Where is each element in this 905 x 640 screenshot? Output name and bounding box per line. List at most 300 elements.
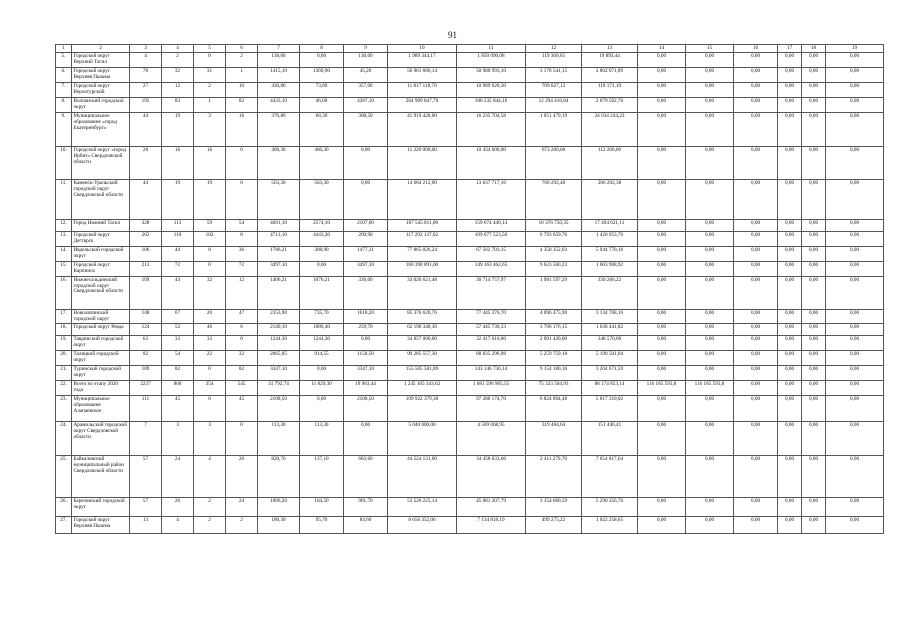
- row-number: 5.: [56, 52, 72, 67]
- table-cell: 820,70: [258, 456, 300, 498]
- table-cell: 113,30: [258, 422, 300, 456]
- row-number: 25.: [56, 456, 72, 498]
- table-cell: 1880,40: [300, 324, 344, 336]
- table-cell: 24: [162, 456, 194, 498]
- column-number: 1: [56, 45, 72, 53]
- table-cell: 0,00: [778, 324, 802, 336]
- table-cell: 5 259 759,18: [526, 351, 582, 366]
- row-number: 26.: [56, 498, 72, 517]
- table-cell: 16: [162, 146, 194, 179]
- table-cell: 1: [194, 97, 226, 112]
- table-cell: 0,00: [802, 82, 826, 97]
- table-cell: 12 294 410,84: [526, 97, 582, 112]
- table-row: [56, 351, 884, 366]
- table-cell: 0,00: [686, 336, 734, 351]
- row-number: 23.: [56, 396, 72, 422]
- table-cell: 19: [194, 179, 226, 219]
- table-cell: 0,00: [778, 309, 802, 324]
- table-cell: 0,00: [778, 52, 802, 67]
- table-cell: 0,00: [344, 179, 388, 219]
- table-cell: 0,00: [826, 231, 884, 246]
- table-cell: 800: [162, 381, 194, 396]
- table-cell: 0,00: [778, 67, 802, 82]
- table-cell: 2: [226, 517, 258, 534]
- table-cell: 67: [162, 309, 194, 324]
- table-cell: 2 802 071,89: [582, 67, 638, 82]
- table-row: [56, 381, 884, 396]
- row-number: 13.: [56, 231, 72, 246]
- table-cell: 14 664 212,00: [388, 179, 457, 219]
- table-cell: 30 714 757,97: [457, 276, 526, 309]
- column-number: 13: [582, 45, 638, 53]
- table-cell: 0,00: [638, 219, 686, 231]
- table-cell: 0,00: [734, 246, 778, 261]
- table-cell: 82: [226, 366, 258, 381]
- table-row: [56, 517, 884, 534]
- table-cell: 0,00: [826, 422, 884, 456]
- table-cell: 5 817 310,02: [582, 396, 638, 422]
- table-cell: 187 545 811,00: [388, 219, 457, 231]
- table-cell: 109 922 379,30: [388, 396, 457, 422]
- municipality-name: Талицкий городской округ: [72, 351, 130, 366]
- table-cell: 709 027,12: [526, 82, 582, 97]
- table-cell: 3347,10: [344, 366, 388, 381]
- table-cell: 57: [130, 498, 162, 517]
- municipality-name: Город Нижний Тагил: [72, 219, 130, 231]
- row-number: 18.: [56, 324, 72, 336]
- table-cell: 130,00: [344, 52, 388, 67]
- table-cell: 0,00: [686, 219, 734, 231]
- table-cell: 0,00: [638, 456, 686, 498]
- column-number: 15: [686, 45, 734, 53]
- table-cell: 82: [162, 366, 194, 381]
- table-cell: 67 562 703,15: [457, 246, 526, 261]
- table-cell: 73,89: [300, 82, 344, 97]
- municipality-name: Ивдельский городской округ: [72, 246, 130, 261]
- column-number: 6: [226, 45, 258, 53]
- table-cell: 0,00: [686, 517, 734, 534]
- table-cell: 46: [194, 324, 226, 336]
- table-cell: 0,00: [638, 517, 686, 534]
- table-cell: 62 190 348,30: [388, 324, 457, 336]
- table-cell: 116 185 593,8: [638, 381, 686, 396]
- table-cell: 1 051 479,19: [526, 112, 582, 146]
- table-row: [56, 231, 884, 246]
- table-cell: 77 445 376,70: [457, 309, 526, 324]
- table-cell: 113: [162, 219, 194, 231]
- table-cell: 72: [162, 261, 194, 276]
- table-cell: 0,00: [638, 336, 686, 351]
- table-cell: 3 178 541,15: [526, 67, 582, 82]
- table-cell: 1 420 953,76: [582, 231, 638, 246]
- table-cell: 0,00: [686, 422, 734, 456]
- table-cell: 3: [162, 422, 194, 456]
- table-cell: 0,00: [778, 261, 802, 276]
- table-cell: 180,30: [258, 517, 300, 534]
- table-cell: 189: [130, 366, 162, 381]
- table-cell: 83: [162, 97, 194, 112]
- row-number: 8.: [56, 97, 72, 112]
- table-cell: 0,00: [300, 261, 344, 276]
- table-cell: 673 200,00: [526, 146, 582, 179]
- table-cell: 118 171,19: [582, 82, 638, 97]
- table-cell: 28: [130, 146, 162, 179]
- table-cell: 0: [194, 366, 226, 381]
- table-cell: 1 081 596 905,55: [457, 381, 526, 396]
- table-cell: 0,00: [638, 82, 686, 97]
- table-cell: 0,00: [300, 396, 344, 422]
- table-cell: 0,00: [734, 67, 778, 82]
- table-cell: 6 824 894,48: [526, 396, 582, 422]
- column-number: 5: [194, 45, 226, 53]
- table-cell: 16: [226, 112, 258, 146]
- municipality-name: Муниципальное образование Алапаевское: [72, 396, 130, 422]
- municipality-name: Байкаловский муниципальный район Свердловской области: [72, 456, 130, 498]
- table-cell: 44: [130, 179, 162, 219]
- table-cell: 0,00: [638, 146, 686, 179]
- table-cell: 4681,10: [258, 219, 300, 231]
- row-number: 16.: [56, 276, 72, 309]
- table-cell: 0,00: [826, 366, 884, 381]
- table-cell: 1415,10: [258, 67, 300, 82]
- municipality-name: Городской округ Верхняя Пышма: [72, 517, 130, 534]
- column-number: 4: [162, 45, 194, 53]
- table-cell: 460,30: [300, 146, 344, 179]
- table-cell: 0,00: [344, 336, 388, 351]
- table-cell: 5 040 000,00: [388, 422, 457, 456]
- table-cell: 0,00: [734, 422, 778, 456]
- table-cell: 10 989 920,30: [457, 82, 526, 97]
- table-cell: 1 989 344,17: [388, 52, 457, 67]
- table-cell: 266 202,38: [582, 179, 638, 219]
- table-cell: 0,00: [826, 324, 884, 336]
- table-cell: 760 292,46: [526, 179, 582, 219]
- table-cell: 2 079 592,70: [582, 97, 638, 112]
- table-cell: 0: [226, 422, 258, 456]
- table-cell: 308,90: [300, 246, 344, 261]
- table-cell: 0,00: [826, 276, 884, 309]
- table-cell: 8: [226, 231, 258, 246]
- table-cell: 85 376 620,76: [388, 309, 457, 324]
- table-row: [56, 179, 884, 219]
- table-cell: 3 134 768,16: [582, 309, 638, 324]
- table-cell: 0,00: [802, 67, 826, 82]
- row-number: 24.: [56, 422, 72, 456]
- table-cell: 914,55: [300, 351, 344, 366]
- table-row: [56, 336, 884, 351]
- table-cell: 33 026 621,48: [388, 276, 457, 309]
- table-cell: 6: [226, 324, 258, 336]
- table-cell: 117 292 137,02: [388, 231, 457, 246]
- table-cell: 32: [226, 351, 258, 366]
- table-cell: 0,00: [802, 179, 826, 219]
- table-cell: 0,00: [734, 219, 778, 231]
- table-cell: 0,00: [826, 396, 884, 422]
- table-cell: 3 204 671,59: [582, 366, 638, 381]
- table-cell: 4 358 352,03: [526, 246, 582, 261]
- table-cell: 0,00: [686, 246, 734, 261]
- table-cell: 0,00: [638, 67, 686, 82]
- table-cell: 0,00: [802, 351, 826, 366]
- table-cell: 0,00: [734, 366, 778, 381]
- table-cell: 5 290 356,76: [582, 498, 638, 517]
- column-number: 17: [778, 45, 802, 53]
- table-cell: 45,20: [344, 67, 388, 82]
- table-cell: 0,00: [778, 276, 802, 309]
- table-row: [56, 146, 884, 179]
- table-cell: 0,00: [802, 456, 826, 498]
- column-number: 8: [300, 45, 344, 53]
- table-cell: 2 411 279,70: [526, 456, 582, 498]
- table-cell: 13 637 717,16: [457, 179, 526, 219]
- table-cell: 4 569 068,95: [457, 422, 526, 456]
- municipality-name: Городской округ Карпинск: [72, 261, 130, 276]
- table-cell: 160 390 891,00: [388, 261, 457, 276]
- table-cell: 4: [130, 52, 162, 67]
- table-cell: 8: [194, 246, 226, 261]
- table-cell: 0,00: [802, 219, 826, 231]
- table-cell: 0,00: [734, 309, 778, 324]
- table-cell: 47: [226, 309, 258, 324]
- municipality-name: Нижнесальдинский городской округ Свердловской области: [72, 276, 130, 309]
- table-cell: 13: [130, 517, 162, 534]
- table-cell: 36: [226, 246, 258, 261]
- table-cell: 7: [130, 422, 162, 456]
- table-cell: 2140,10: [258, 324, 300, 336]
- table-cell: 102: [194, 231, 226, 246]
- municipality-name: Новолялинский городской округ: [72, 309, 130, 324]
- table-cell: 0,00: [826, 219, 884, 231]
- table-cell: 16: [194, 146, 226, 179]
- table-cell: 45: [162, 396, 194, 422]
- table-cell: 84,60: [344, 517, 388, 534]
- table-cell: 2065,05: [258, 351, 300, 366]
- table-cell: 376,80: [258, 112, 300, 146]
- table-cell: 1006,20: [258, 498, 300, 517]
- table-cell: 97 280 174,70: [457, 396, 526, 422]
- table-cell: 0: [226, 179, 258, 219]
- table-cell: 1 022 258,65: [582, 517, 638, 534]
- table-cell: 19: [162, 112, 194, 146]
- table-cell: 259,70: [344, 324, 388, 336]
- table-cell: 137,10: [300, 456, 344, 498]
- table-row: [56, 366, 884, 381]
- table-cell: 5 190 501,04: [582, 351, 638, 366]
- table-cell: 357,00: [344, 82, 388, 97]
- table-cell: 0,00: [686, 146, 734, 179]
- row-number: 15.: [56, 261, 72, 276]
- row-number: 7.: [56, 82, 72, 97]
- table-cell: 0,00: [826, 336, 884, 351]
- municipality-name: Березовский городской округ: [72, 498, 130, 517]
- table-cell: 0,00: [734, 351, 778, 366]
- table-cell: 319 484,64: [526, 422, 582, 456]
- table-cell: 106: [130, 246, 162, 261]
- page-number: 91: [448, 30, 457, 40]
- table-cell: 119 360,65: [526, 52, 582, 67]
- column-number: 12: [526, 45, 582, 53]
- table-cell: 0,00: [734, 52, 778, 67]
- table-cell: 0,00: [686, 231, 734, 246]
- table-cell: 1 850 090,08: [457, 52, 526, 67]
- row-number: 9.: [56, 112, 72, 146]
- table-cell: 3 706 176,15: [526, 324, 582, 336]
- table-cell: 0,00: [638, 422, 686, 456]
- table-cell: 0,00: [300, 52, 344, 67]
- municipality-name: Городской округ Верхотурский: [72, 82, 130, 97]
- table-row: [56, 97, 884, 112]
- table-cell: 1 603 908,92: [582, 261, 638, 276]
- table-row: [56, 82, 884, 97]
- table-cell: 0,00: [734, 456, 778, 498]
- table-cell: 0,00: [802, 112, 826, 146]
- table-cell: 59: [194, 219, 226, 231]
- table-cell: 308,50: [344, 112, 388, 146]
- table-cell: 2: [162, 52, 194, 67]
- table-cell: 2574,10: [300, 219, 344, 231]
- table-cell: 180 535 844,16: [457, 97, 526, 112]
- table-cell: 10 376 750,35: [526, 219, 582, 231]
- column-number: 9: [344, 45, 388, 53]
- table-row: [56, 261, 884, 276]
- table-cell: 0,00: [344, 146, 388, 179]
- table-cell: 149 163 462,65: [457, 261, 526, 276]
- table-cell: 0,00: [638, 179, 686, 219]
- table-cell: 19: [162, 179, 194, 219]
- table-cell: 19 963,44: [344, 381, 388, 396]
- table-cell: 11 829,30: [300, 381, 344, 396]
- table-cell: 116 185 593,8: [686, 381, 734, 396]
- table-cell: 0,00: [686, 97, 734, 112]
- table-cell: 1406,21: [258, 276, 300, 309]
- table-cell: 0,00: [686, 67, 734, 82]
- table-cell: 0: [226, 336, 258, 351]
- table-cell: 1618,20: [344, 309, 388, 324]
- table-cell: 33: [194, 336, 226, 351]
- table-cell: 0,00: [686, 324, 734, 336]
- table-cell: 0,00: [686, 498, 734, 517]
- table-cell: 1244,30: [300, 336, 344, 351]
- table-cell: 0,00: [826, 381, 884, 396]
- table-cell: 95,70: [300, 517, 344, 534]
- table-cell: 195: [130, 97, 162, 112]
- table-row: [56, 309, 884, 324]
- table-cell: 0,00: [826, 112, 884, 146]
- table-cell: 3347,10: [258, 366, 300, 381]
- table-cell: 0,00: [638, 366, 686, 381]
- municipality-name: Туринский городской округ: [72, 366, 130, 381]
- table-cell: 56 961 606,14: [388, 67, 457, 82]
- table-cell: 0,00: [686, 351, 734, 366]
- row-number: 6.: [56, 67, 72, 82]
- table-cell: 0,00: [734, 82, 778, 97]
- table-cell: 0,00: [638, 97, 686, 112]
- table-cell: 0,00: [686, 396, 734, 422]
- table-cell: 44: [162, 246, 194, 261]
- table-cell: 0,00: [826, 82, 884, 97]
- table-cell: 683,60: [344, 456, 388, 498]
- table-cell: 0,00: [802, 396, 826, 422]
- table-cell: 44 524 131,00: [388, 456, 457, 498]
- table-cell: 1150,50: [344, 351, 388, 366]
- table-cell: 8 656 352,06: [388, 517, 457, 534]
- table-cell: 563,30: [300, 179, 344, 219]
- table-cell: 82: [226, 97, 258, 112]
- table-cell: 0,00: [638, 396, 686, 422]
- column-number: 19: [826, 45, 884, 53]
- table-cell: 104,50: [300, 498, 344, 517]
- table-cell: 0,00: [826, 351, 884, 366]
- table-cell: 88 174 853,14: [582, 381, 638, 396]
- table-cell: 109: [130, 276, 162, 309]
- table-cell: 0,00: [686, 112, 734, 146]
- table-cell: 0,00: [826, 309, 884, 324]
- table-cell: 111: [130, 396, 162, 422]
- table-cell: 110: [162, 231, 194, 246]
- table-cell: 6 793 659,76: [526, 231, 582, 246]
- table-cell: 0,00: [734, 381, 778, 396]
- table-cell: 34 458 033,66: [457, 456, 526, 498]
- table-cell: 0,00: [686, 82, 734, 97]
- table-cell: 328: [130, 219, 162, 231]
- table-cell: 148: [130, 309, 162, 324]
- table-cell: 2: [194, 517, 226, 534]
- table-cell: 24: [226, 498, 258, 517]
- table-cell: 1369,90: [300, 67, 344, 82]
- table-cell: 0,00: [344, 422, 388, 456]
- table-cell: 2: [226, 52, 258, 67]
- table-cell: 262: [130, 231, 162, 246]
- table-row: [56, 276, 884, 309]
- row-number: 17.: [56, 309, 72, 324]
- table-cell: 0,00: [734, 231, 778, 246]
- table-cell: 0,00: [638, 112, 686, 146]
- table-cell: 1 245 105 343,62: [388, 381, 457, 396]
- table-cell: 0,00: [802, 517, 826, 534]
- table-cell: 4: [162, 517, 194, 534]
- table-row: [56, 396, 884, 422]
- table-cell: 0,00: [734, 336, 778, 351]
- table-cell: 0,00: [734, 97, 778, 112]
- table-row: [56, 67, 884, 82]
- table-row: [56, 219, 884, 231]
- table-cell: 0,00: [638, 498, 686, 517]
- table-cell: 545: [226, 381, 258, 396]
- table-cell: 0,00: [778, 82, 802, 97]
- table-cell: 20: [226, 456, 258, 498]
- municipality-name: Городской округ «город Ирбит» Свердловской области: [72, 146, 130, 179]
- table-cell: 112 200,00: [582, 146, 638, 179]
- table-cell: 0,00: [826, 179, 884, 219]
- table-cell: 0: [194, 396, 226, 422]
- table-cell: 4433,10: [258, 97, 300, 112]
- table-cell: 3 154 660,59: [526, 498, 582, 517]
- table-cell: 0,00: [686, 52, 734, 67]
- table-cell: 0,00: [778, 396, 802, 422]
- table-cell: 0,00: [778, 498, 802, 517]
- table-cell: 45: [226, 396, 258, 422]
- table-cell: 0,00: [686, 261, 734, 276]
- table-row: [56, 456, 884, 498]
- table-cell: 0,00: [802, 366, 826, 381]
- row-number: 19.: [56, 336, 72, 351]
- table-cell: 3: [194, 422, 226, 456]
- table-cell: 12: [162, 82, 194, 97]
- row-number: 20.: [56, 351, 72, 366]
- table-cell: 0,00: [826, 517, 884, 534]
- table-cell: 54: [162, 351, 194, 366]
- table-cell: 88 835 296,98: [457, 351, 526, 366]
